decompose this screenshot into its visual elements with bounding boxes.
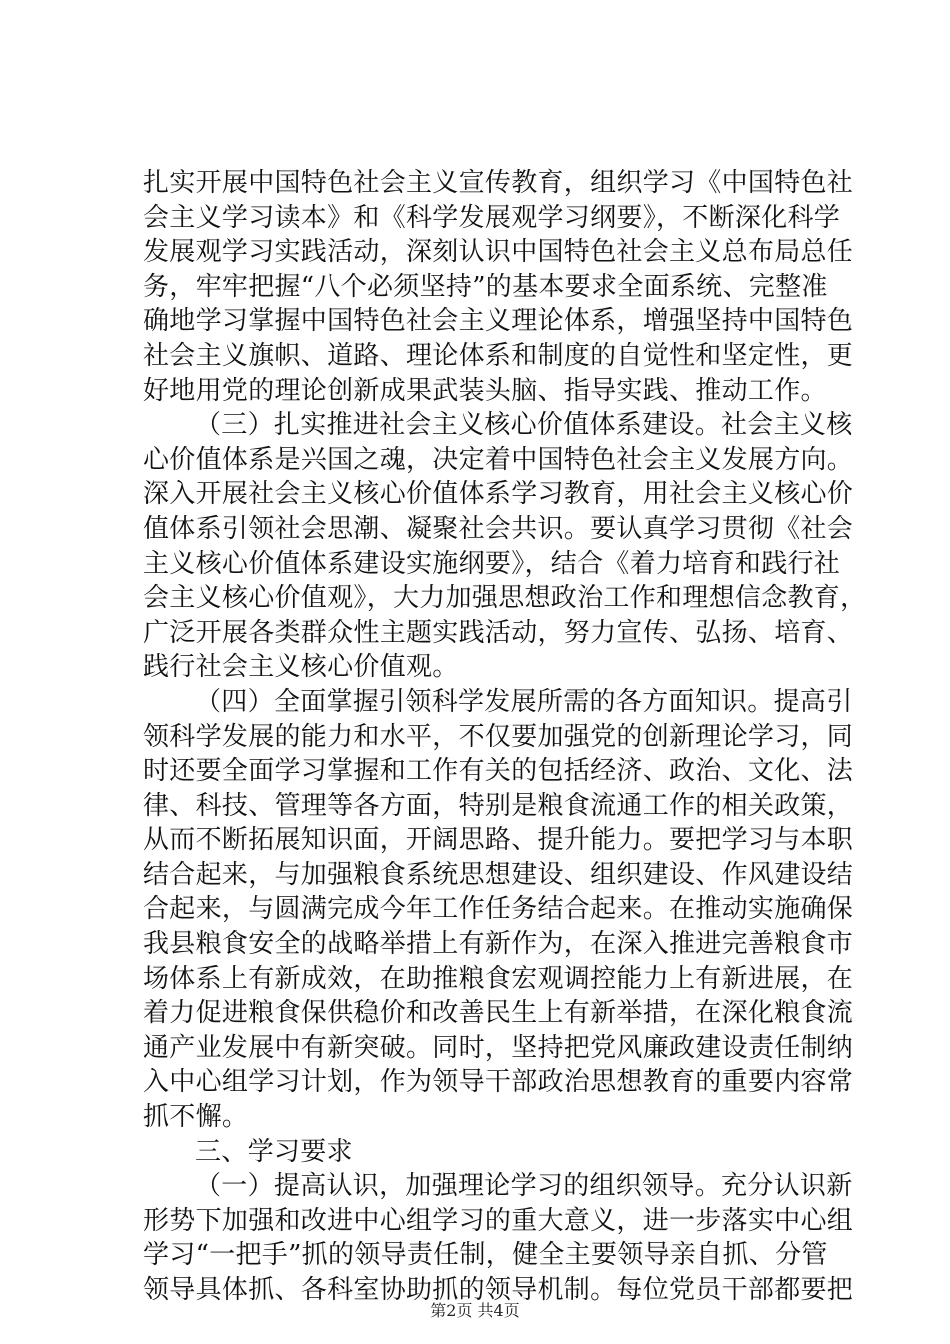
paragraph-start-line: （四）全面掌握引领科学发展所需的各方面知识。提高引 — [195, 686, 853, 717]
text-line: 领导具体抓、各科室协助抓的领导机制。每位党员干部都要把 — [143, 1275, 854, 1305]
text-line: 律、科技、管理等各方面，特别是粮食流通工作的相关政策， — [143, 790, 854, 821]
text-line: 从而不断拓展知识面，开阔思路、提升能力。要把学习与本职 — [143, 825, 854, 856]
text-line: 广泛开展各类群众性主题实践活动，努力宣传、弘扬、培育、 — [143, 617, 854, 648]
paragraph-start-line: （一）提高认识，加强理论学习的组织领导。充分认识新 — [195, 1171, 853, 1202]
paragraph-start-line: （三）扎实推进社会主义核心价值体系建设。社会主义核 — [195, 410, 853, 441]
page-number-footer: 第2页 共4页 — [430, 1301, 520, 1320]
text-line: 场体系上有新成效，在助推粮食宏观调控能力上有新进展，在 — [143, 963, 854, 994]
text-line: 结合起来，与加强粮食系统思想建设、组织建设、作风建设结 — [143, 859, 854, 890]
text-line: 务，牢牢把握“八个必须坚持”的基本要求全面系统、完整准 — [143, 271, 828, 302]
text-line: 扎实开展中国特色社会主义宣传教育，组织学习《中国特色社 — [143, 168, 854, 198]
text-line: 领科学发展的能力和水平，不仅要加强党的创新理论学习，同 — [143, 721, 854, 752]
text-line: 发展观学习实践活动，深刻认识中国特色社会主义总布局总任 — [143, 237, 854, 268]
text-line: 深入开展社会主义核心价值体系学习教育，用社会主义核心价 — [143, 479, 854, 510]
text-line: 会主义学习读本》和《科学发展观学习纲要》，不断深化科学 — [143, 202, 841, 233]
text-line: 我县粮食安全的战略举措上有新作为，在深入推进完善粮食市 — [143, 929, 854, 960]
text-line: 主义核心价值体系建设实施纲要》，结合《着力培育和践行社 — [143, 548, 841, 579]
body-text — [143, 166, 867, 1308]
text-line: 社会主义旗帜、道路、理论体系和制度的自觉性和坚定性，更 — [143, 340, 854, 371]
text-line: 时还要全面学习掌握和工作有关的包括经济、政治、文化、法 — [143, 756, 854, 787]
text-line: 心价值体系是兴国之魂，决定着中国特色社会主义发展方向。 — [143, 444, 854, 475]
text-line: 通产业发展中有新突破。同时，坚持把党风廉政建设责任制纳 — [143, 1032, 854, 1063]
text-line: 形势下加强和改进中心组学习的重大意义，进一步落实中心组 — [143, 1205, 854, 1236]
text-line: 践行社会主义核心价值观。 — [143, 652, 459, 683]
text-line: 学习“一把手”抓的领导责任制，健全主要领导亲自抓、分管 — [143, 1240, 828, 1271]
text-line: 好地用党的理论创新成果武装头脑、指导实践、推动工作。 — [143, 375, 827, 406]
text-line: 值体系引领社会思潮、凝聚社会共识。要认真学习贯彻《社会 — [143, 513, 854, 544]
text-line: 会主义核心价值观》，大力加强思想政治工作和理想信念教育， — [143, 583, 867, 614]
text-line: 抓不懈。 — [143, 1102, 249, 1133]
section-heading: 三、学习要求 — [195, 1136, 353, 1167]
text-line: 合起来，与圆满完成今年工作任务结合起来。在推动实施确保 — [143, 894, 854, 925]
text-line: 确地学习掌握中国特色社会主义理论体系，增强坚持中国特色 — [143, 306, 854, 337]
text-line: 入中心组学习计划，作为领导干部政治思想教育的重要内容常 — [143, 1067, 854, 1098]
text-line: 着力促进粮食保供稳价和改善民生上有新举措，在深化粮食流 — [143, 998, 854, 1029]
